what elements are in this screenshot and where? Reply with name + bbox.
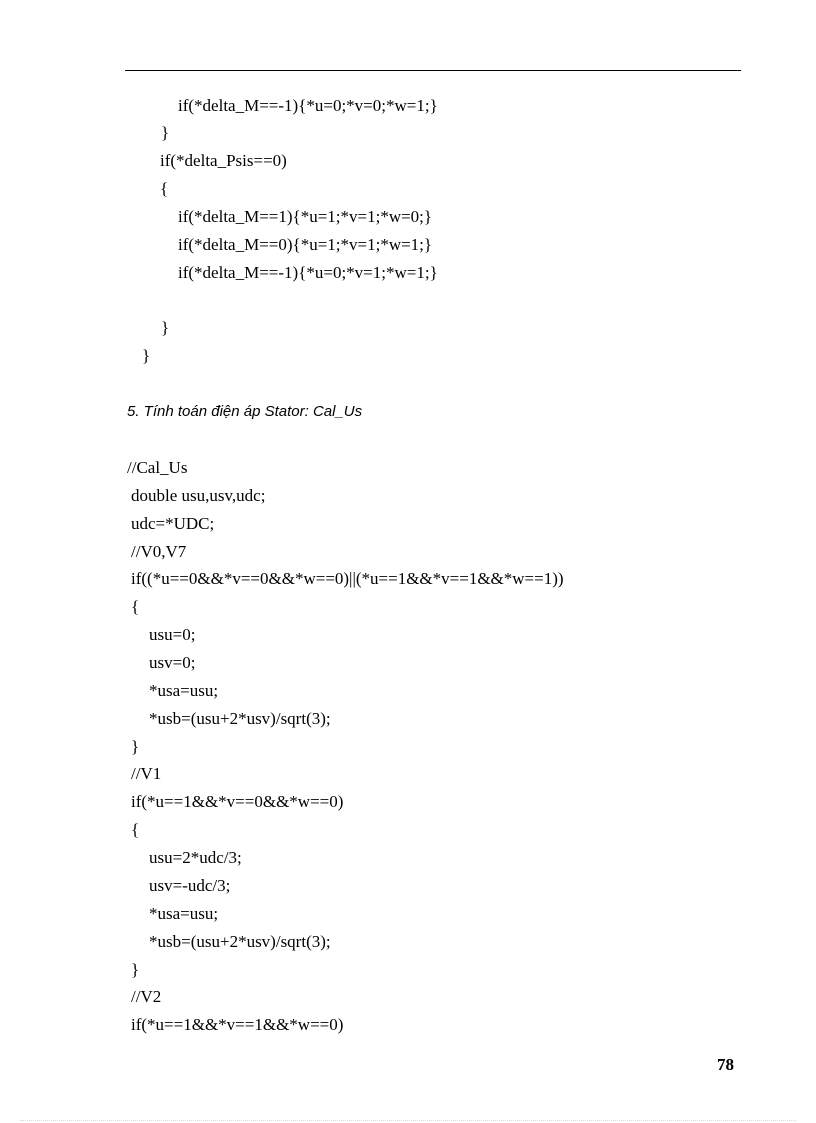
code-line: } <box>161 318 170 337</box>
code-line: } <box>161 123 170 142</box>
code-line: *usa=usu; <box>149 904 219 923</box>
code-line: usv=-udc/3; <box>149 876 231 895</box>
code-line: } <box>131 960 140 979</box>
code-line: { <box>160 179 169 198</box>
code-line: { <box>131 597 140 616</box>
code-line: if((*u==0&&*v==0&&*w==0)||(*u==1&&*v==1&&*w==1)) <box>131 569 564 588</box>
code-line: } <box>131 737 140 756</box>
code-line: //V1 <box>131 764 162 783</box>
code-line: if(*u==1&&*v==0&&*w==0) <box>131 792 344 811</box>
code-line: usu=2*udc/3; <box>149 848 242 867</box>
code-line: //V0,V7 <box>131 542 187 561</box>
code-line: if(*delta_M==-1){*u=0;*v=0;*w=1;} <box>178 96 438 115</box>
code-line: if(*u==1&&*v==1&&*w==0) <box>131 1015 344 1034</box>
section-heading: 5. Tính toán điện áp Stator: Cal_Us <box>127 403 363 420</box>
code-line: if(*delta_M==-1){*u=0;*v=1;*w=1;} <box>178 263 438 282</box>
code-line: usu=0; <box>149 625 196 644</box>
header-rule <box>125 70 741 71</box>
code-line: { <box>131 820 140 839</box>
code-line: *usb=(usu+2*usv)/sqrt(3); <box>149 709 331 728</box>
code-line: *usa=usu; <box>149 681 219 700</box>
page-number: 78 <box>717 1055 734 1074</box>
code-line: udc=*UDC; <box>131 514 215 533</box>
page-bottom-divider <box>20 1120 796 1121</box>
code-line: *usb=(usu+2*usv)/sqrt(3); <box>149 932 331 951</box>
code-line: if(*delta_M==1){*u=1;*v=1;*w=0;} <box>178 207 433 226</box>
code-line: double usu,usv,udc; <box>131 486 266 505</box>
code-line: usv=0; <box>149 653 196 672</box>
code-line: if(*delta_Psis==0) <box>160 151 287 170</box>
code-line: } <box>142 346 151 365</box>
code-line: //Cal_Us <box>127 458 188 477</box>
code-line: //V2 <box>131 987 162 1006</box>
code-line: if(*delta_M==0){*u=1;*v=1;*w=1;} <box>178 235 433 254</box>
